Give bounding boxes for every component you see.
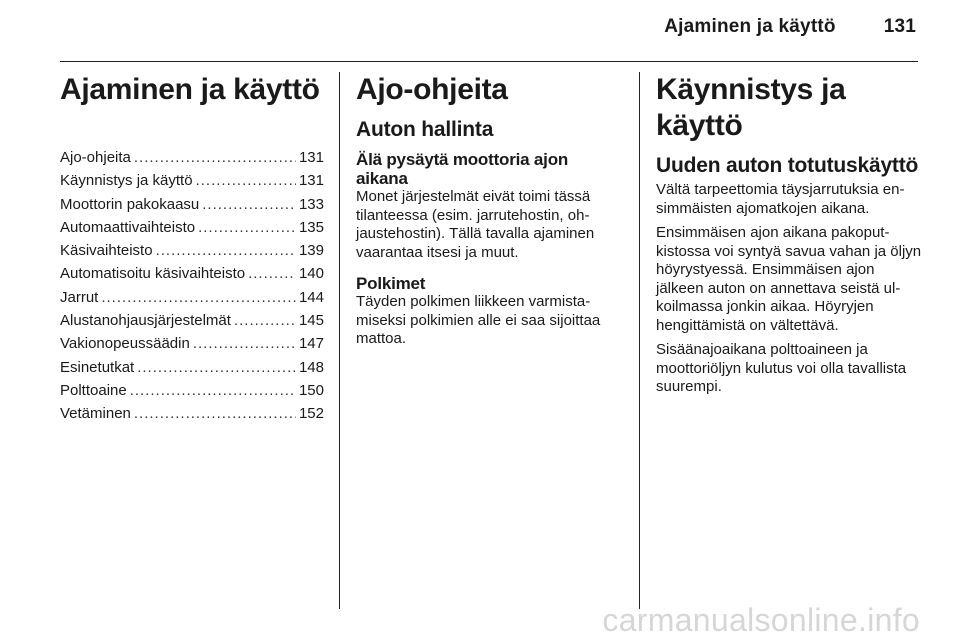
toc-item-label: Automatisoitu käsivaihteisto [60, 265, 246, 283]
pedals-text: Täyden polkimen liikkeen varmistamiseksi polkimien alle ei saa sijoittaa mattoa. [356, 293, 601, 347]
toc-item-page: 147 [298, 335, 324, 353]
running-in-para-3: Sisäänajoaikana polttoaineen ja moottoriöljyn kulutus voi olla tavallista suurempi. [656, 341, 907, 395]
toc-dot-leader [193, 332, 296, 355]
running-in-para-1: Vältä tarpeettomia täysjarrutuksia ensimmäisten ajomatkojen aikana. [656, 181, 905, 217]
toc-item-label: Polttoaine [60, 381, 127, 399]
toc-dot-leader [101, 286, 296, 309]
toc-item-page: 145 [298, 312, 324, 330]
running-in-para-2: Ensimmäisen ajon aikana pakoputkistossa voi syntyä savua vahan ja öljyn höyrystyessä. Ensimmäisen ajon jälkeen auton on annettava seistä ulkoilmassa jonkin aikaa. Höyryjen hengittämistä on vältettävä. [656, 224, 922, 334]
toc-item-label: Moottorin pakokaasu [60, 195, 200, 213]
toc-item-label: Vakionopeussäädin [60, 335, 190, 353]
toc-item[interactable] [60, 379, 324, 402]
engine-off-text: Monet järjestelmät eivät toimi tässä tilanteessa (esim. jarrutehostin, ohjaustehostin). Tällä tavalla ajaminen vaarantaa itsesi ja muut. [356, 188, 595, 261]
running-header [664, 16, 916, 38]
toc-item-label: Ajo-ohjeita [60, 149, 131, 166]
toc-dot-leader [196, 169, 296, 192]
toc-item-page: 150 [298, 381, 324, 399]
toc-item-label: Automaattivaihteisto [60, 218, 196, 236]
pedals-heading: Polkimet [356, 274, 426, 293]
toc-item[interactable] [60, 193, 324, 216]
toc-item[interactable] [60, 146, 324, 169]
toc-dot-leader [202, 193, 296, 216]
toc-dot-leader [198, 216, 296, 239]
toc-dot-leader [134, 146, 296, 169]
toc-item-page: 131 [298, 149, 324, 166]
toc-dot-leader [134, 402, 296, 425]
toc-item[interactable] [60, 332, 324, 355]
toc-item-label: Käynnistys ja käyttö [60, 172, 193, 190]
toc-item-page: 133 [298, 195, 324, 213]
toc-item-page: 135 [298, 218, 324, 236]
toc-item-page: 148 [298, 358, 324, 376]
toc-item[interactable] [60, 309, 324, 332]
page-number: 131 [883, 16, 916, 37]
header-rule [60, 61, 918, 62]
car-control-subheading: Auton hallinta [356, 118, 494, 141]
toc-item[interactable] [60, 169, 324, 192]
toc-item-page: 140 [298, 265, 324, 283]
toc-item-label: Vetäminen [60, 405, 131, 423]
toc-item-page: 131 [298, 172, 324, 190]
toc-dot-leader [130, 379, 296, 402]
toc-dot-leader [248, 262, 296, 285]
toc-heading: Ajaminen ja käyttö [60, 73, 320, 106]
toc-item-page: 139 [298, 242, 324, 260]
toc-dot-leader [137, 356, 296, 379]
running-header-title: Ajaminen ja käyttö [664, 16, 836, 37]
toc-item-page: 144 [298, 288, 324, 306]
toc-item-label: Alustanohjausjärjestelmät [60, 312, 231, 330]
column-divider [339, 72, 340, 609]
toc-item[interactable] [60, 356, 324, 379]
toc-item[interactable] [60, 402, 324, 425]
toc-column [60, 72, 324, 426]
watermark: carmanualsonline.info [602, 602, 920, 638]
toc-item[interactable] [60, 239, 324, 262]
driving-hints-heading: Ajo-ohjeita [356, 73, 508, 106]
toc-item[interactable] [60, 216, 324, 239]
startup-column [656, 72, 924, 403]
driving-hints-column [356, 72, 624, 361]
startup-heading: Käynnistys ja käyttö [656, 73, 846, 142]
toc-item-page: 152 [298, 405, 324, 423]
toc-list [60, 146, 324, 426]
toc-item-label: Käsivaihteisto [60, 242, 153, 260]
toc-dot-leader [234, 309, 296, 332]
column-divider [639, 72, 640, 609]
toc-item-label: Esinetutkat [60, 358, 135, 376]
running-in-subheading: Uuden auton totutuskäyttö [656, 154, 919, 177]
toc-item-label: Jarrut [60, 288, 99, 306]
toc-item[interactable] [60, 286, 324, 309]
engine-off-heading: Älä pysäytä moottoria ajon aikana [356, 150, 569, 188]
toc-item[interactable] [60, 262, 324, 285]
toc-dot-leader [156, 239, 296, 262]
